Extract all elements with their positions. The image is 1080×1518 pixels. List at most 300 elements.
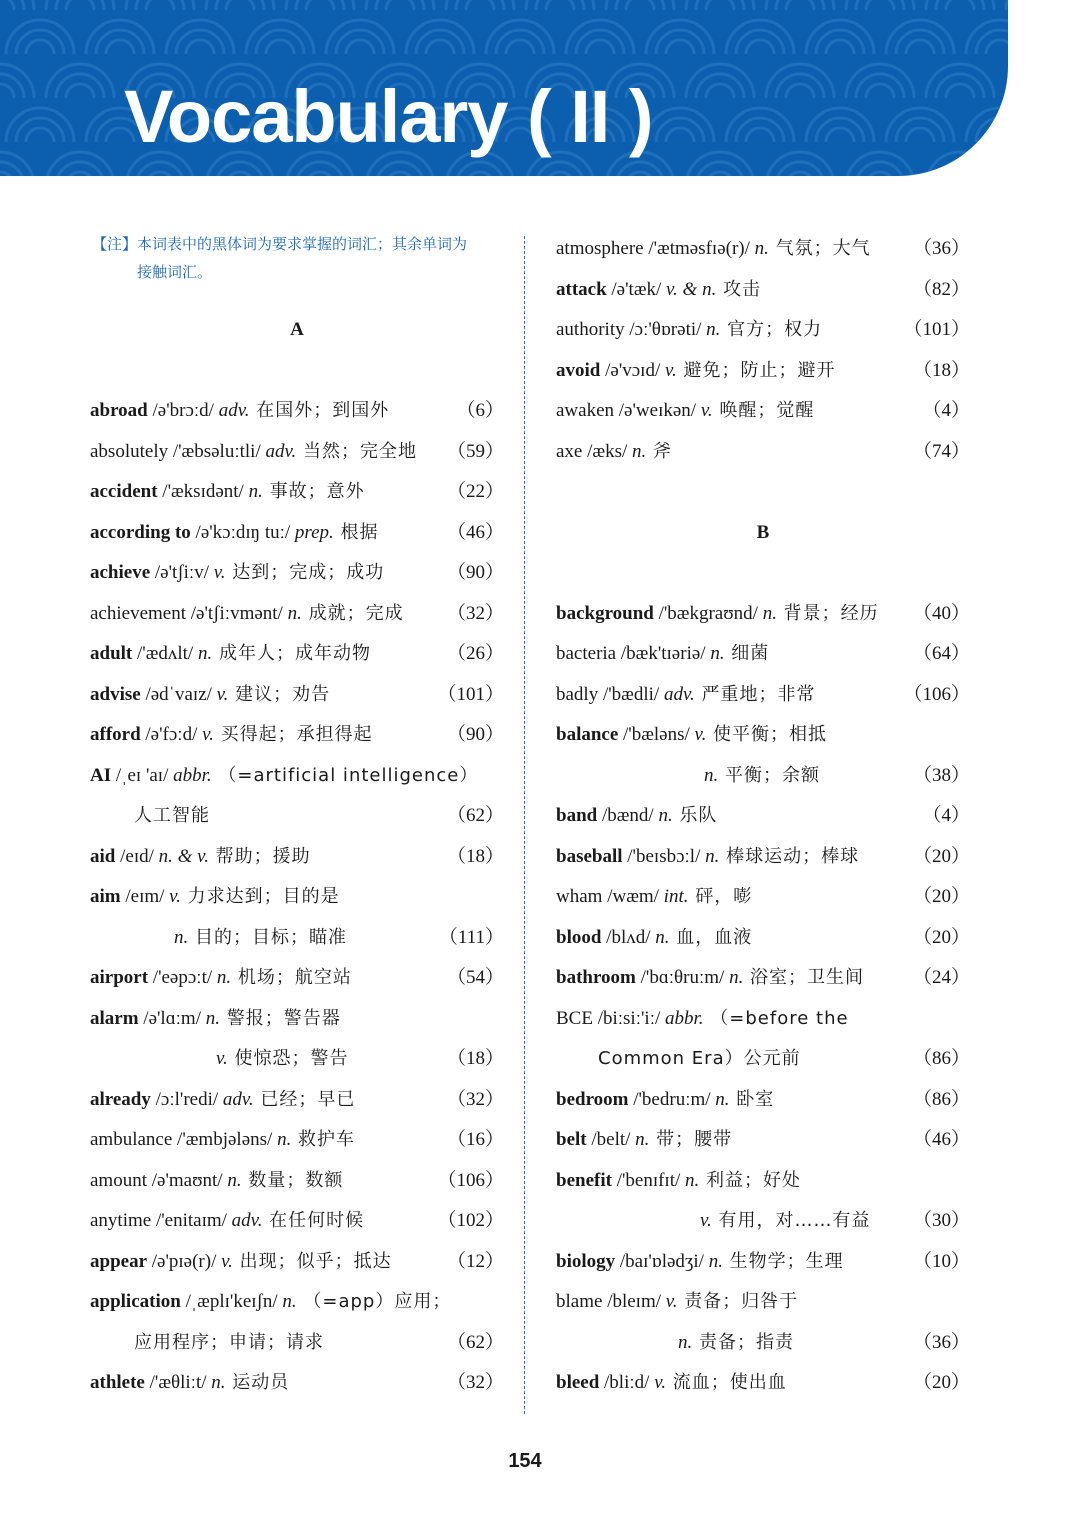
headword: BCE [556,1007,593,1029]
unit-page-ref: （30） [912,1210,970,1231]
vocab-entry [90,553,504,594]
vocab-entry [556,958,970,999]
entry-text [90,958,352,999]
unit-page-ref: （20） [912,845,970,867]
vocab-entry [90,715,504,756]
definition: 警报；警告器 [219,1007,341,1029]
definition: 根据 [333,521,379,543]
definition: 浴室；卫生间 [743,967,865,988]
note-line-2: 接触词汇。 [137,263,213,281]
part-of-speech: n. [248,481,263,502]
part-of-speech: v. & n. [666,278,717,300]
part-of-speech: n. & v. [158,845,209,867]
definition: 在国外；到国外 [249,400,390,421]
unit-page-ref: （36） [912,1331,970,1353]
definition: 利益；好处 [699,1169,801,1191]
unit-page-ref: （38） [912,764,970,786]
definition: 乐队 [672,805,718,826]
unit-page-ref: （18） [446,1048,504,1069]
vocab-entry [90,1282,504,1323]
definition: 带；腰带 [649,1129,733,1150]
vocab-entry [556,1363,970,1404]
headword: application [90,1291,181,1312]
unit-page-ref: （26） [446,643,504,664]
page-number: 154 [508,1450,542,1472]
part-of-speech: n. [729,967,744,988]
part-of-speech: v. [216,1048,228,1069]
part-of-speech: n. [708,1250,723,1272]
part-of-speech: n. [174,926,189,948]
headword: benefit [556,1169,612,1191]
section-letter-text: B [756,521,770,543]
entry-text [556,675,815,716]
part-of-speech: v. [700,400,713,421]
headword: alarm [90,1007,139,1029]
vocab-entry [556,391,970,432]
vocab-entry [556,310,970,351]
entry-text [90,553,384,594]
part-of-speech: v. [665,1291,678,1312]
definition: 背景；经历 [776,602,879,624]
definition: 气氛；大气 [768,238,871,259]
definition-continued: Common Era）公元前 [598,1048,801,1069]
definition: 成年人；成年动物 [212,643,371,664]
spacer [556,472,970,513]
vocab-entry [90,958,504,999]
entry-text [90,1282,451,1323]
headword: band [556,805,598,826]
section-letter [556,513,970,554]
section-letter-text: A [290,319,304,340]
headword: amount [90,1169,147,1191]
unit-page-ref: （18） [446,845,504,867]
phonetic: /'ætməsfɪə(r)/ [643,238,755,259]
entry-text [90,594,404,635]
phonetic: /'æmbjələns/ [172,1129,278,1150]
vocab-entry [556,432,970,473]
definition: 平衡；余额 [718,764,820,786]
part-of-speech: v. [202,724,214,745]
phonetic: /bænd/ [597,805,659,826]
entry-text [556,351,836,392]
phonetic: /baɪ'ɒlədʒi/ [615,1250,709,1272]
vocab-entry [556,837,970,878]
phonetic: /ə'pɪə(r)/ [147,1250,222,1272]
part-of-speech: n. [655,926,670,948]
phonetic: /'bækgraʊnd/ [653,602,763,624]
phonetic: /ə'vɔɪd/ [600,359,665,381]
additional-sense [556,1323,970,1364]
definition: 使惊恐；警告 [227,1048,349,1069]
definition: 帮助；援助 [208,845,311,867]
vocab-entry [90,1120,504,1161]
spacer [556,553,970,594]
part-of-speech: n. [211,1372,226,1393]
left-column [90,310,504,1404]
definition: 棒球运动；棒球 [719,845,860,867]
phonetic: /ə'maʊnt/ [147,1169,228,1191]
definition: 生物学；生理 [722,1250,844,1272]
part-of-speech: v. [700,1210,712,1231]
entry-text [556,715,827,756]
vocab-entry [556,715,970,756]
phonetic: /'enitaɪm/ [151,1210,232,1231]
part-of-speech: abbr. [173,764,212,786]
definition: 事故；意外 [262,481,365,502]
definition: 细菌 [724,643,770,664]
phonetic: /ə'tʃiːv/ [150,562,214,583]
part-of-speech: n. [282,1291,297,1312]
definition: 责备；归咎于 [677,1291,799,1312]
right-column [556,229,970,1404]
vocab-entry [556,1120,970,1161]
entry-text [90,513,379,554]
phonetic: /ə'brɔːd/ [147,400,219,421]
unit-page-ref: （40） [912,602,970,624]
vocab-entry [556,877,970,918]
additional-sense [556,756,970,797]
part-of-speech: v. [216,683,229,705]
vocab-entry [556,1242,970,1283]
part-of-speech: n. [632,440,647,462]
vocab-entry [556,796,970,837]
additional-sense [556,1201,970,1242]
vocab-entry [556,675,970,716]
phonetic: /belt/ [586,1129,636,1150]
unit-page-ref: （59） [446,440,504,462]
part-of-speech: v. [694,724,707,745]
entry-text [556,391,814,432]
part-of-speech: n. [205,1007,220,1029]
phonetic: /ə'tʃiːvmənt/ [186,602,288,624]
vocab-entry [90,1080,504,1121]
unit-page-ref: （102） [437,1210,504,1231]
definition: 血，血液 [669,926,753,948]
unit-page-ref: （86） [912,1048,970,1069]
phonetic: /ə'weɪkən/ [614,400,701,421]
unit-page-ref: （90） [446,562,504,583]
unit-page-ref: （90） [446,724,504,745]
part-of-speech: adv. [265,440,297,462]
unit-page-ref: （106） [903,683,970,705]
vocab-entry [90,1363,504,1404]
phonetic: /ɔːl'redi/ [150,1088,223,1110]
unit-page-ref: （24） [912,967,970,988]
part-of-speech: adv. [663,683,695,705]
unit-page-ref: （46） [446,521,504,543]
entry-text [90,1201,364,1242]
part-of-speech: v. [213,562,226,583]
headword: achievement [90,602,187,624]
entry-text [556,918,752,959]
phonetic: /ə'kɔːdɪŋ tuː/ [190,521,295,543]
part-of-speech: adv. [231,1210,263,1231]
phonetic: /æks/ [582,440,632,462]
entry-text [556,1282,798,1323]
definition: （=artificial intelligence） [211,764,479,786]
headword: bathroom [556,967,636,988]
entry-text [556,310,822,351]
entry-text [556,1080,774,1121]
entry-text [90,391,389,432]
vocab-entry [556,634,970,675]
definition: 严重地；非常 [694,683,816,705]
definition: 攻击 [716,278,762,300]
definition: 官方；权力 [720,319,823,340]
entry-text [556,1363,787,1404]
unit-page-ref: （4） [922,400,970,421]
part-of-speech: n. [715,1088,730,1110]
entry-text [556,634,769,675]
entry-text [556,877,752,918]
unit-page-ref: （32） [446,1088,504,1110]
vocab-entry [90,999,504,1040]
entry-text [90,1161,343,1202]
entry-continuation [90,796,504,837]
headword: athlete [90,1372,145,1393]
phonetic: /blʌd/ [601,926,656,948]
phonetic: /'bædli/ [598,683,664,705]
note-line-1: 【注】本词表中的黑体词为要求掌握的词汇；其余单词为 [92,235,468,253]
definition: 斧 [646,440,672,462]
unit-page-ref: （20） [912,926,970,948]
phonetic: /'æbsəluːtli/ [168,440,266,462]
unit-page-ref: （101） [437,683,504,705]
headword: atmosphere [556,238,644,259]
headword: ambulance [90,1129,173,1150]
headword: bedroom [556,1088,629,1110]
vocab-entry [90,432,504,473]
vocab-entry [556,999,970,1040]
phonetic: /ˌeɪ 'aɪ/ [111,764,174,786]
section-letter [90,310,504,351]
unit-page-ref: （6） [456,400,504,421]
phonetic: /'æksɪdənt/ [157,481,249,502]
headword: anytime [90,1210,152,1231]
phonetic: /eɪd/ [115,845,159,867]
definition: 数量；数额 [241,1169,344,1191]
definition: 救护车 [291,1129,356,1150]
unit-page-ref: （54） [446,967,504,988]
headword: bacteria [556,643,617,664]
vocab-entry [90,634,504,675]
headword: aim [90,886,121,907]
definition-continued: 人工智能 [134,805,210,826]
part-of-speech: n. [227,1169,242,1191]
entry-text [556,796,717,837]
unit-page-ref: （4） [922,805,970,826]
entry-text [90,715,373,756]
headword: advise [90,683,141,705]
headword: wham [556,886,603,907]
phonetic: /ədˈvaɪz/ [140,683,217,705]
unit-page-ref: （20） [912,886,970,907]
headword: afford [90,724,141,745]
unit-page-ref: （46） [912,1129,970,1150]
unit-page-ref: （82） [912,278,970,300]
part-of-speech: v. [221,1250,233,1272]
unit-page-ref: （74） [912,440,970,462]
part-of-speech: prep. [294,521,334,543]
vocab-entry [90,675,504,716]
entry-continuation [556,1039,970,1080]
definition-continued: 应用程序；申请；请求 [134,1331,324,1353]
definition: 成就；完成 [301,602,404,624]
definition: 责备；指责 [692,1331,794,1353]
unit-page-ref: （86） [912,1088,970,1110]
unit-page-ref: （22） [446,481,504,502]
note [92,230,512,286]
phonetic: /'ædʌlt/ [132,643,198,664]
phonetic: /eɪm/ [120,886,170,907]
unit-page-ref: （111） [438,926,504,948]
entry-continuation [90,1323,504,1364]
part-of-speech: n. [277,1129,292,1150]
sense-text [174,918,347,959]
unit-page-ref: （62） [446,1331,504,1353]
vocab-entry [90,594,504,635]
entry-text [556,594,879,635]
additional-sense [90,1039,504,1080]
entry-text [556,1120,732,1161]
entry-text [90,837,311,878]
vocab-entry [556,351,970,392]
part-of-speech: n. [216,967,232,988]
vocab-entry [556,1282,970,1323]
unit-page-ref: （20） [912,1372,970,1393]
headword: blood [556,926,602,948]
part-of-speech: abbr. [665,1007,704,1029]
phonetic: /biːsiː'iː/ [592,1007,666,1029]
definition: 达到；完成；成功 [225,562,385,583]
part-of-speech: n. [706,319,721,340]
entry-text [556,958,864,999]
vocab-entry [556,1080,970,1121]
vocab-entry [556,594,970,635]
definition: （=before the [703,1007,849,1029]
unit-page-ref: （16） [446,1129,504,1150]
headword: belt [556,1129,587,1150]
headword: abroad [90,400,148,421]
sense-text [704,756,820,797]
part-of-speech: n. [678,1331,693,1353]
entry-text [556,229,871,270]
entry-text [90,432,417,473]
entry-text [90,634,371,675]
vocab-entry [556,1161,970,1202]
phonetic: /wæm/ [602,886,664,907]
phonetic: /'bedruːm/ [628,1088,716,1110]
definition: 运动员 [225,1372,290,1393]
definition: 避免；防止；避开 [676,359,836,381]
definition: 卧室 [729,1088,775,1110]
definition: 机场；航空站 [231,967,352,988]
part-of-speech: n. [635,1129,650,1150]
unit-page-ref: （32） [446,602,504,624]
headword: aid [90,845,116,867]
phonetic: /'bɑːθruːm/ [635,967,730,988]
unit-page-ref: （106） [437,1169,504,1191]
vocab-entry [90,837,504,878]
definition: 当然；完全地 [296,440,417,462]
headword: avoid [556,359,601,381]
vocab-entry [90,391,504,432]
part-of-speech: n. [710,643,725,664]
vocab-entry [90,1201,504,1242]
phonetic: /bæk'tɪəriə/ [616,643,711,664]
definition: 有用，对……有益 [711,1210,871,1231]
phonetic: /ə'tæk/ [606,278,667,300]
spacer [90,351,504,392]
entry-text [90,756,478,797]
vocab-entry [90,1242,504,1283]
entry-text [556,270,761,311]
definition: 买得起；承担得起 [213,724,373,745]
sense-text [678,1323,794,1364]
unit-page-ref: （18） [912,359,970,381]
unit-page-ref: （10） [912,1250,970,1272]
definition: 建议；劝告 [228,683,331,705]
definition: （=app）应用； [296,1291,452,1312]
entry-text [90,1080,355,1121]
part-of-speech: n. [754,238,769,259]
definition: 使平衡；相抵 [706,724,828,745]
part-of-speech: n. [287,602,302,624]
page-title: Vocabulary ( II ) [124,75,653,158]
entry-text [90,999,341,1040]
headword: airport [90,967,149,988]
sense-text [700,1201,871,1242]
part-of-speech: n. [705,845,720,867]
phonetic: /'æθliːt/ [144,1372,212,1393]
phonetic: /'eəpɔːt/ [148,967,217,988]
vocab-entry [90,756,504,797]
vocab-entry [90,1161,504,1202]
phonetic: /bleɪm/ [602,1291,666,1312]
unit-page-ref: （12） [446,1250,504,1272]
headword: bleed [556,1372,600,1393]
part-of-speech: adv. [222,1088,254,1110]
headword: achieve [90,562,151,583]
part-of-speech: adv. [218,400,250,421]
phonetic: /'bæləns/ [618,724,695,745]
definition: 唤醒；觉醒 [712,400,815,421]
headword: already [90,1088,151,1110]
entry-text [90,472,365,513]
phonetic: /ə'fɔːd/ [140,724,203,745]
vocab-entry [556,229,970,270]
entry-text [90,1120,355,1161]
definition: 流血；使出血 [665,1372,787,1393]
phonetic: /ˌæplɪ'keɪʃn/ [180,1291,283,1312]
headword: biology [556,1250,616,1272]
entry-text [556,432,672,473]
part-of-speech: v. [654,1372,666,1393]
definition: 砰，嘭 [688,886,753,907]
phonetic: /bliːd/ [599,1372,655,1393]
part-of-speech: int. [663,886,689,907]
phonetic: /'beɪsbɔːl/ [622,845,706,867]
headword: authority [556,319,625,340]
part-of-speech: n. [762,602,777,624]
vocab-entry [556,918,970,959]
definition: 力求达到；目的是 [180,886,340,907]
unit-page-ref: （101） [903,319,970,340]
part-of-speech: v. [665,359,677,381]
title-banner [0,0,1008,176]
vocab-entry [90,472,504,513]
headword: according to [90,521,191,543]
